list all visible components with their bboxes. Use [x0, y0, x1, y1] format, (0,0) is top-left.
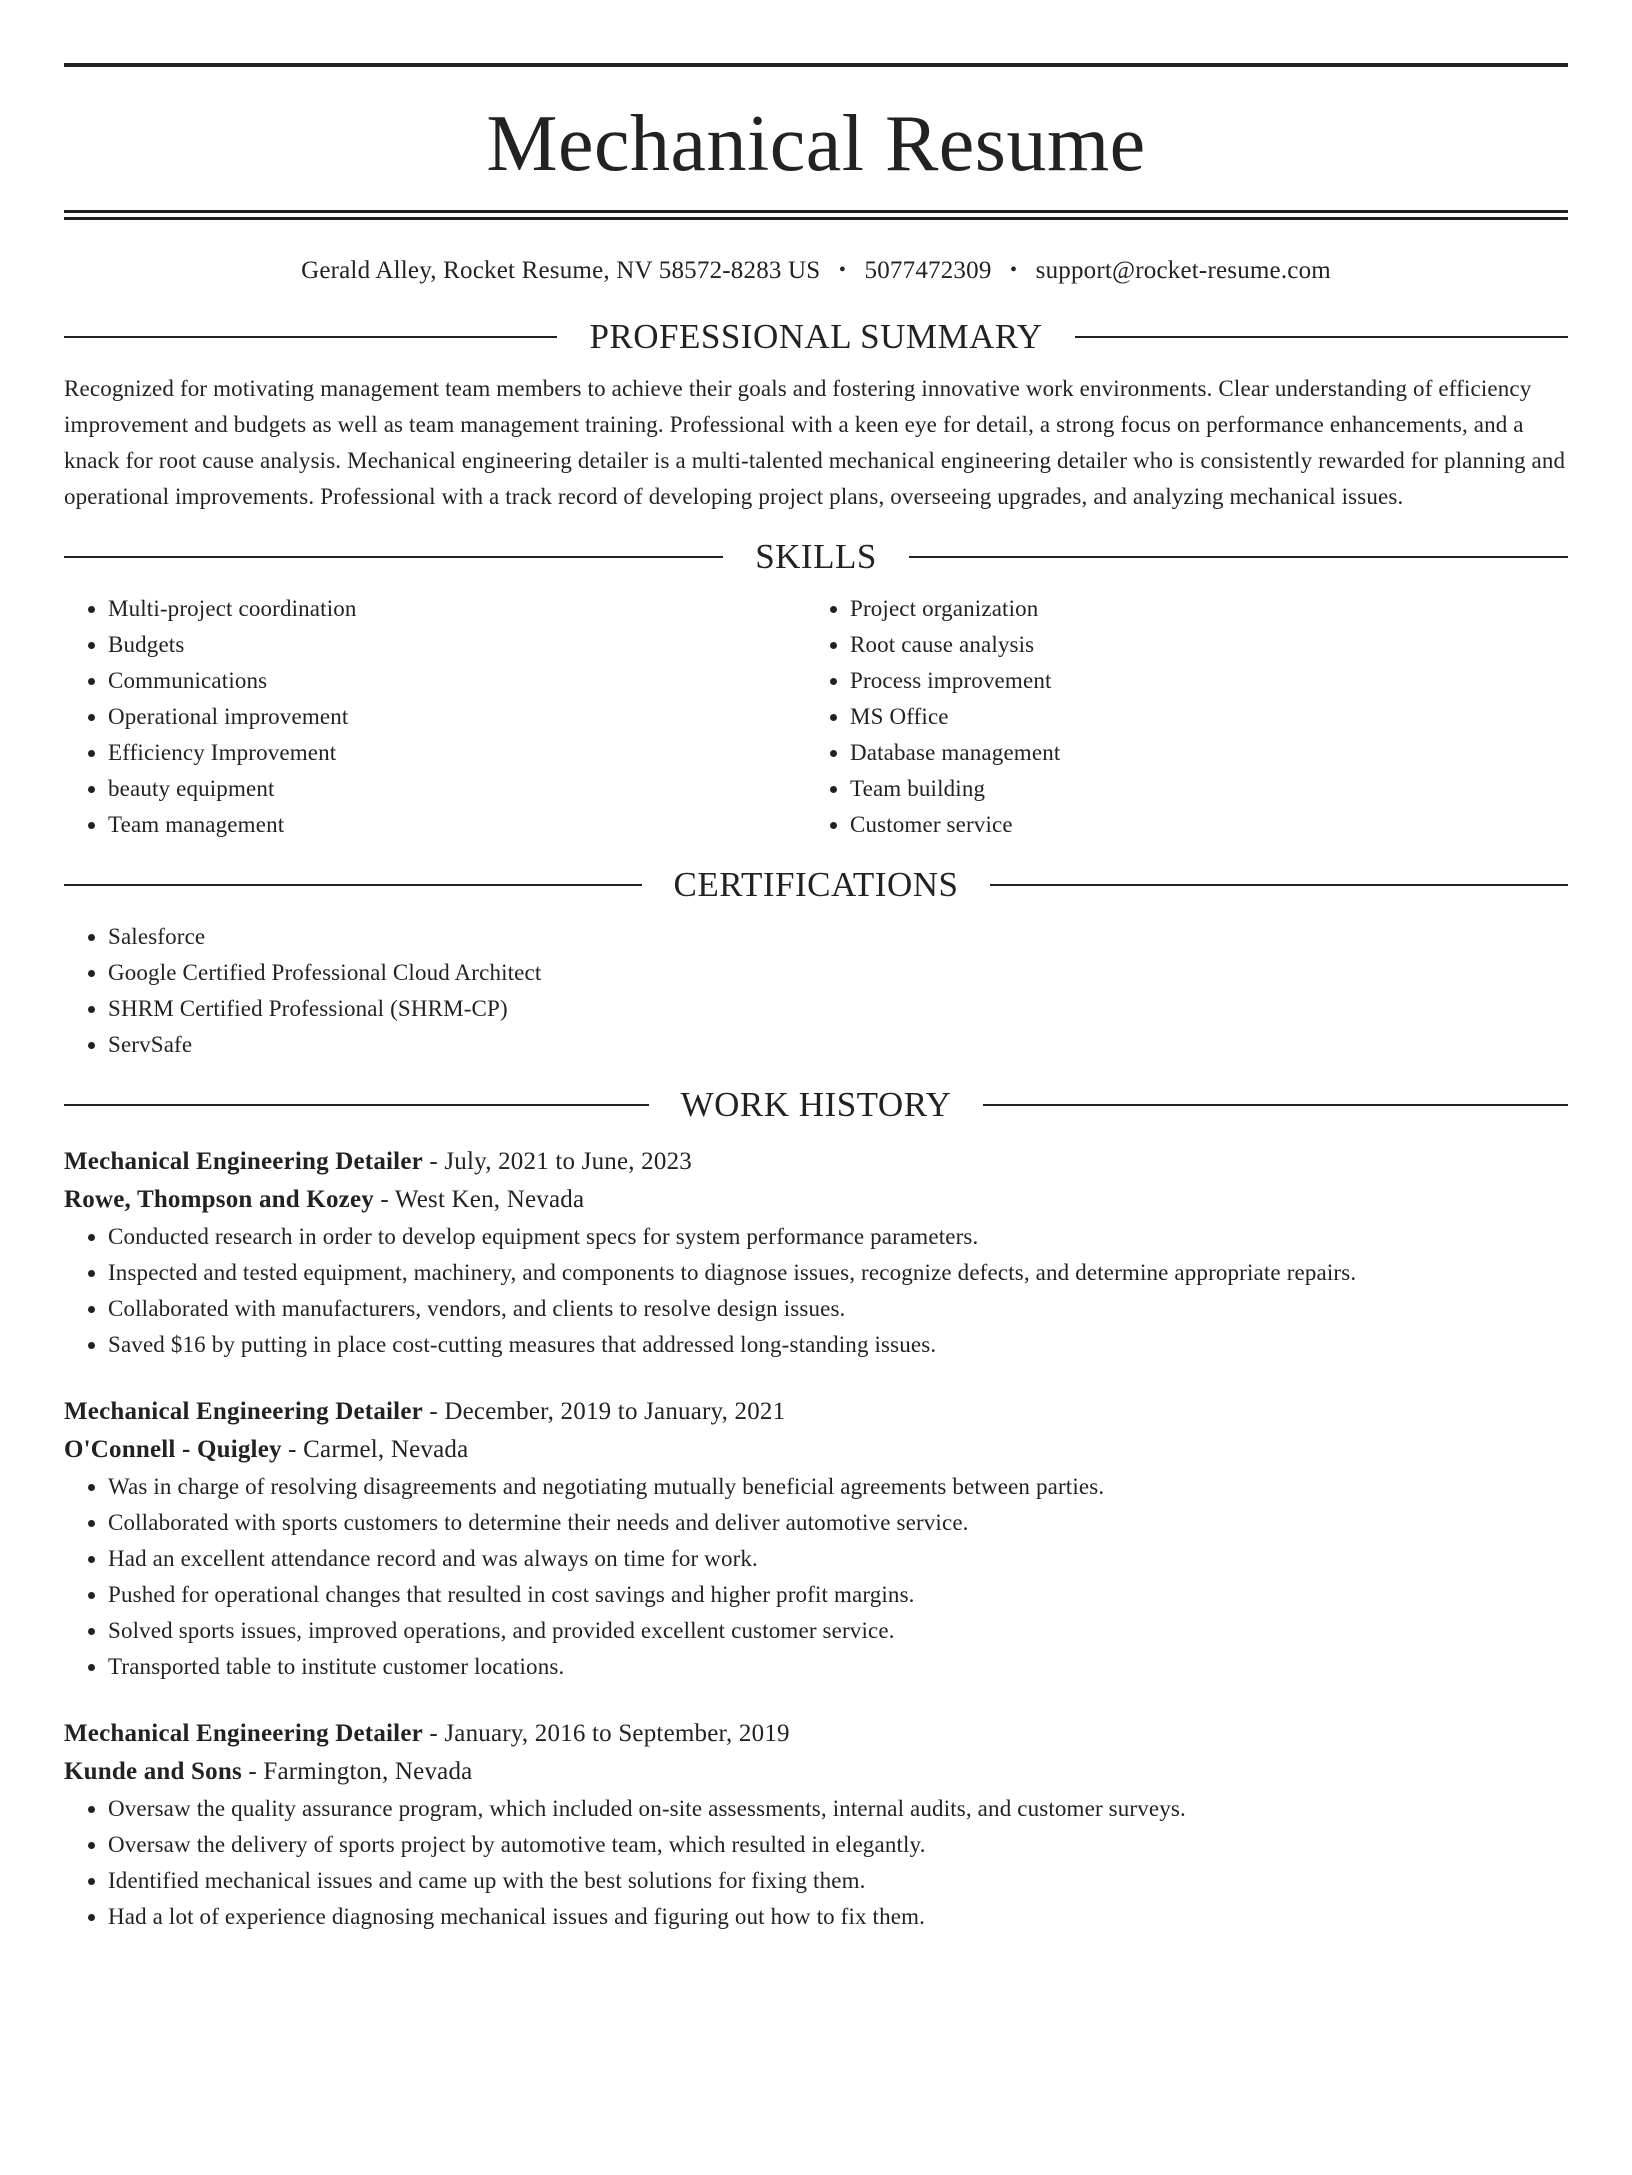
job-company: O'Connell - Quigley — [64, 1436, 282, 1463]
contact-address: Gerald Alley, Rocket Resume, NV 58572-8283 US — [301, 257, 821, 284]
job-entry — [64, 1143, 1568, 1363]
summary-section-header — [64, 315, 1568, 359]
skill-item: • Efficiency Improvement — [108, 735, 806, 771]
job-company: Kunde and Sons — [64, 1758, 242, 1785]
certifications-list — [64, 919, 1568, 1063]
section-rule — [1075, 336, 1568, 338]
job-bullet: • Conducted research in order to develop equipment specs for system performance parameters. — [108, 1219, 1568, 1255]
job-bullet-list — [64, 1219, 1568, 1363]
skill-item: • Team building — [850, 771, 1568, 807]
job-bullet: • Collaborated with manufacturers, vendors, and clients to resolve design issues. — [108, 1291, 1568, 1327]
skills-column-left — [64, 591, 806, 843]
section-rule — [64, 884, 642, 886]
resume-title: Mechanical Resume — [486, 100, 1146, 188]
skills-section-header — [64, 535, 1568, 579]
job-bullet: • Collaborated with sports customers to determine their needs and deliver automotive service. — [108, 1505, 1568, 1541]
job-bullet: • Was in charge of resolving disagreements and negotiating mutually beneficial agreements between parties. — [108, 1469, 1568, 1505]
skills-list-left — [64, 591, 806, 843]
skill-item: • MS Office — [850, 699, 1568, 735]
section-rule — [64, 1104, 649, 1106]
job-bullet: • Had a lot of experience diagnosing mechanical issues and figuring out how to fix them. — [108, 1899, 1568, 1935]
job-role: Mechanical Engineering Detailer — [64, 1720, 423, 1747]
job-bullet: • Oversaw the quality assurance program, which included on-site assessments, internal audits, and customer surveys. — [108, 1791, 1568, 1827]
section-rule — [64, 336, 557, 338]
skill-item: • Project organization — [850, 591, 1568, 627]
job-company: Rowe, Thompson and Kozey — [64, 1186, 374, 1213]
work-history-section-header — [64, 1083, 1568, 1127]
job-title-line — [64, 1715, 1568, 1753]
job-company-line — [64, 1753, 1568, 1791]
skills-list-right — [806, 591, 1568, 843]
job-bullet: • Solved sports issues, improved operations, and provided excellent customer service. — [108, 1613, 1568, 1649]
skill-item: • Budgets — [108, 627, 806, 663]
job-company-line — [64, 1431, 1568, 1469]
job-role: Mechanical Engineering Detailer — [64, 1398, 423, 1425]
job-entry — [64, 1715, 1568, 1935]
certification-item: • Salesforce — [108, 919, 1568, 955]
job-role: Mechanical Engineering Detailer — [64, 1148, 423, 1175]
title-double-rule — [64, 210, 1568, 220]
job-bullet: • Had an excellent attendance record and was always on time for work. — [108, 1541, 1568, 1577]
job-bullet: • Saved $16 by putting in place cost-cutting measures that addressed long-standing issues. — [108, 1327, 1568, 1363]
contact-separator: • — [838, 259, 847, 281]
job-dates: - January, 2016 to September, 2019 — [429, 1720, 790, 1747]
job-bullet: • Oversaw the delivery of sports project by automotive team, which resulted in elegantly. — [108, 1827, 1568, 1863]
skill-item: • Process improvement — [850, 663, 1568, 699]
resume-page — [0, 63, 1632, 2175]
job-title-line — [64, 1143, 1568, 1181]
job-title-line — [64, 1393, 1568, 1431]
skills-grid — [64, 591, 1568, 843]
job-location: - West Ken, Nevada — [380, 1186, 585, 1213]
job-entry — [64, 1393, 1568, 1685]
summary-text: Recognized for motivating management team members to achieve their goals and fostering innovative work environments. Clear understanding of efficiency improvement and budgets as well as team management training. Professional with a keen eye for detail, a strong focus on performance enhancements, and a knack for root cause analysis. Mechanical engineering detailer is a multi-talented mechanical engineering detailer who is consistently rewarded for planning and operational improvements. Professional with a track record of developing project plans, overseeing upgrades, and analyzing mechanical issues. — [64, 376, 1566, 509]
job-location: - Carmel, Nevada — [288, 1436, 469, 1463]
skill-item: • Database management — [850, 735, 1568, 771]
certification-item: • Google Certified Professional Cloud Architect — [108, 955, 1568, 991]
certification-item: • SHRM Certified Professional (SHRM-CP) — [108, 991, 1568, 1027]
section-rule — [64, 556, 723, 558]
skill-item: • Root cause analysis — [850, 627, 1568, 663]
job-bullet: • Pushed for operational changes that resulted in cost savings and higher profit margins. — [108, 1577, 1568, 1613]
work-history-section-title: WORK HISTORY — [680, 1085, 952, 1124]
job-bullet: • Transported table to institute customer locations. — [108, 1649, 1568, 1685]
job-bullet-list — [64, 1469, 1568, 1685]
top-rule — [64, 63, 1568, 67]
job-bullet-list — [64, 1791, 1568, 1935]
job-dates: - December, 2019 to January, 2021 — [429, 1398, 786, 1425]
section-rule — [983, 1104, 1568, 1106]
job-location: - Farmington, Nevada — [248, 1758, 473, 1785]
job-company-line — [64, 1181, 1568, 1219]
certifications-section-header — [64, 863, 1568, 907]
job-bullet: • Inspected and tested equipment, machinery, and components to diagnose issues, recognize defects, and determine appropriate repairs. — [108, 1255, 1568, 1291]
skill-item: • Multi-project coordination — [108, 591, 806, 627]
skill-item: • Team management — [108, 807, 806, 843]
section-rule — [990, 884, 1568, 886]
job-dates: - July, 2021 to June, 2023 — [429, 1148, 692, 1175]
skill-item: • Operational improvement — [108, 699, 806, 735]
section-rule — [909, 556, 1568, 558]
summary-section-title: PROFESSIONAL SUMMARY — [589, 317, 1043, 356]
contact-separator: • — [1009, 259, 1018, 281]
certification-item: • ServSafe — [108, 1027, 1568, 1063]
contact-phone: 5077472309 — [864, 257, 992, 284]
job-bullet: • Identified mechanical issues and came up with the best solutions for fixing them. — [108, 1863, 1568, 1899]
skills-column-right — [806, 591, 1568, 843]
skills-section-title: SKILLS — [755, 537, 877, 576]
skill-item: • Customer service — [850, 807, 1568, 843]
certifications-section-title: CERTIFICATIONS — [673, 865, 959, 904]
contact-email: support@rocket-resume.com — [1035, 257, 1331, 284]
skill-item: • beauty equipment — [108, 771, 806, 807]
skill-item: • Communications — [108, 663, 806, 699]
contact-line — [64, 255, 1568, 285]
